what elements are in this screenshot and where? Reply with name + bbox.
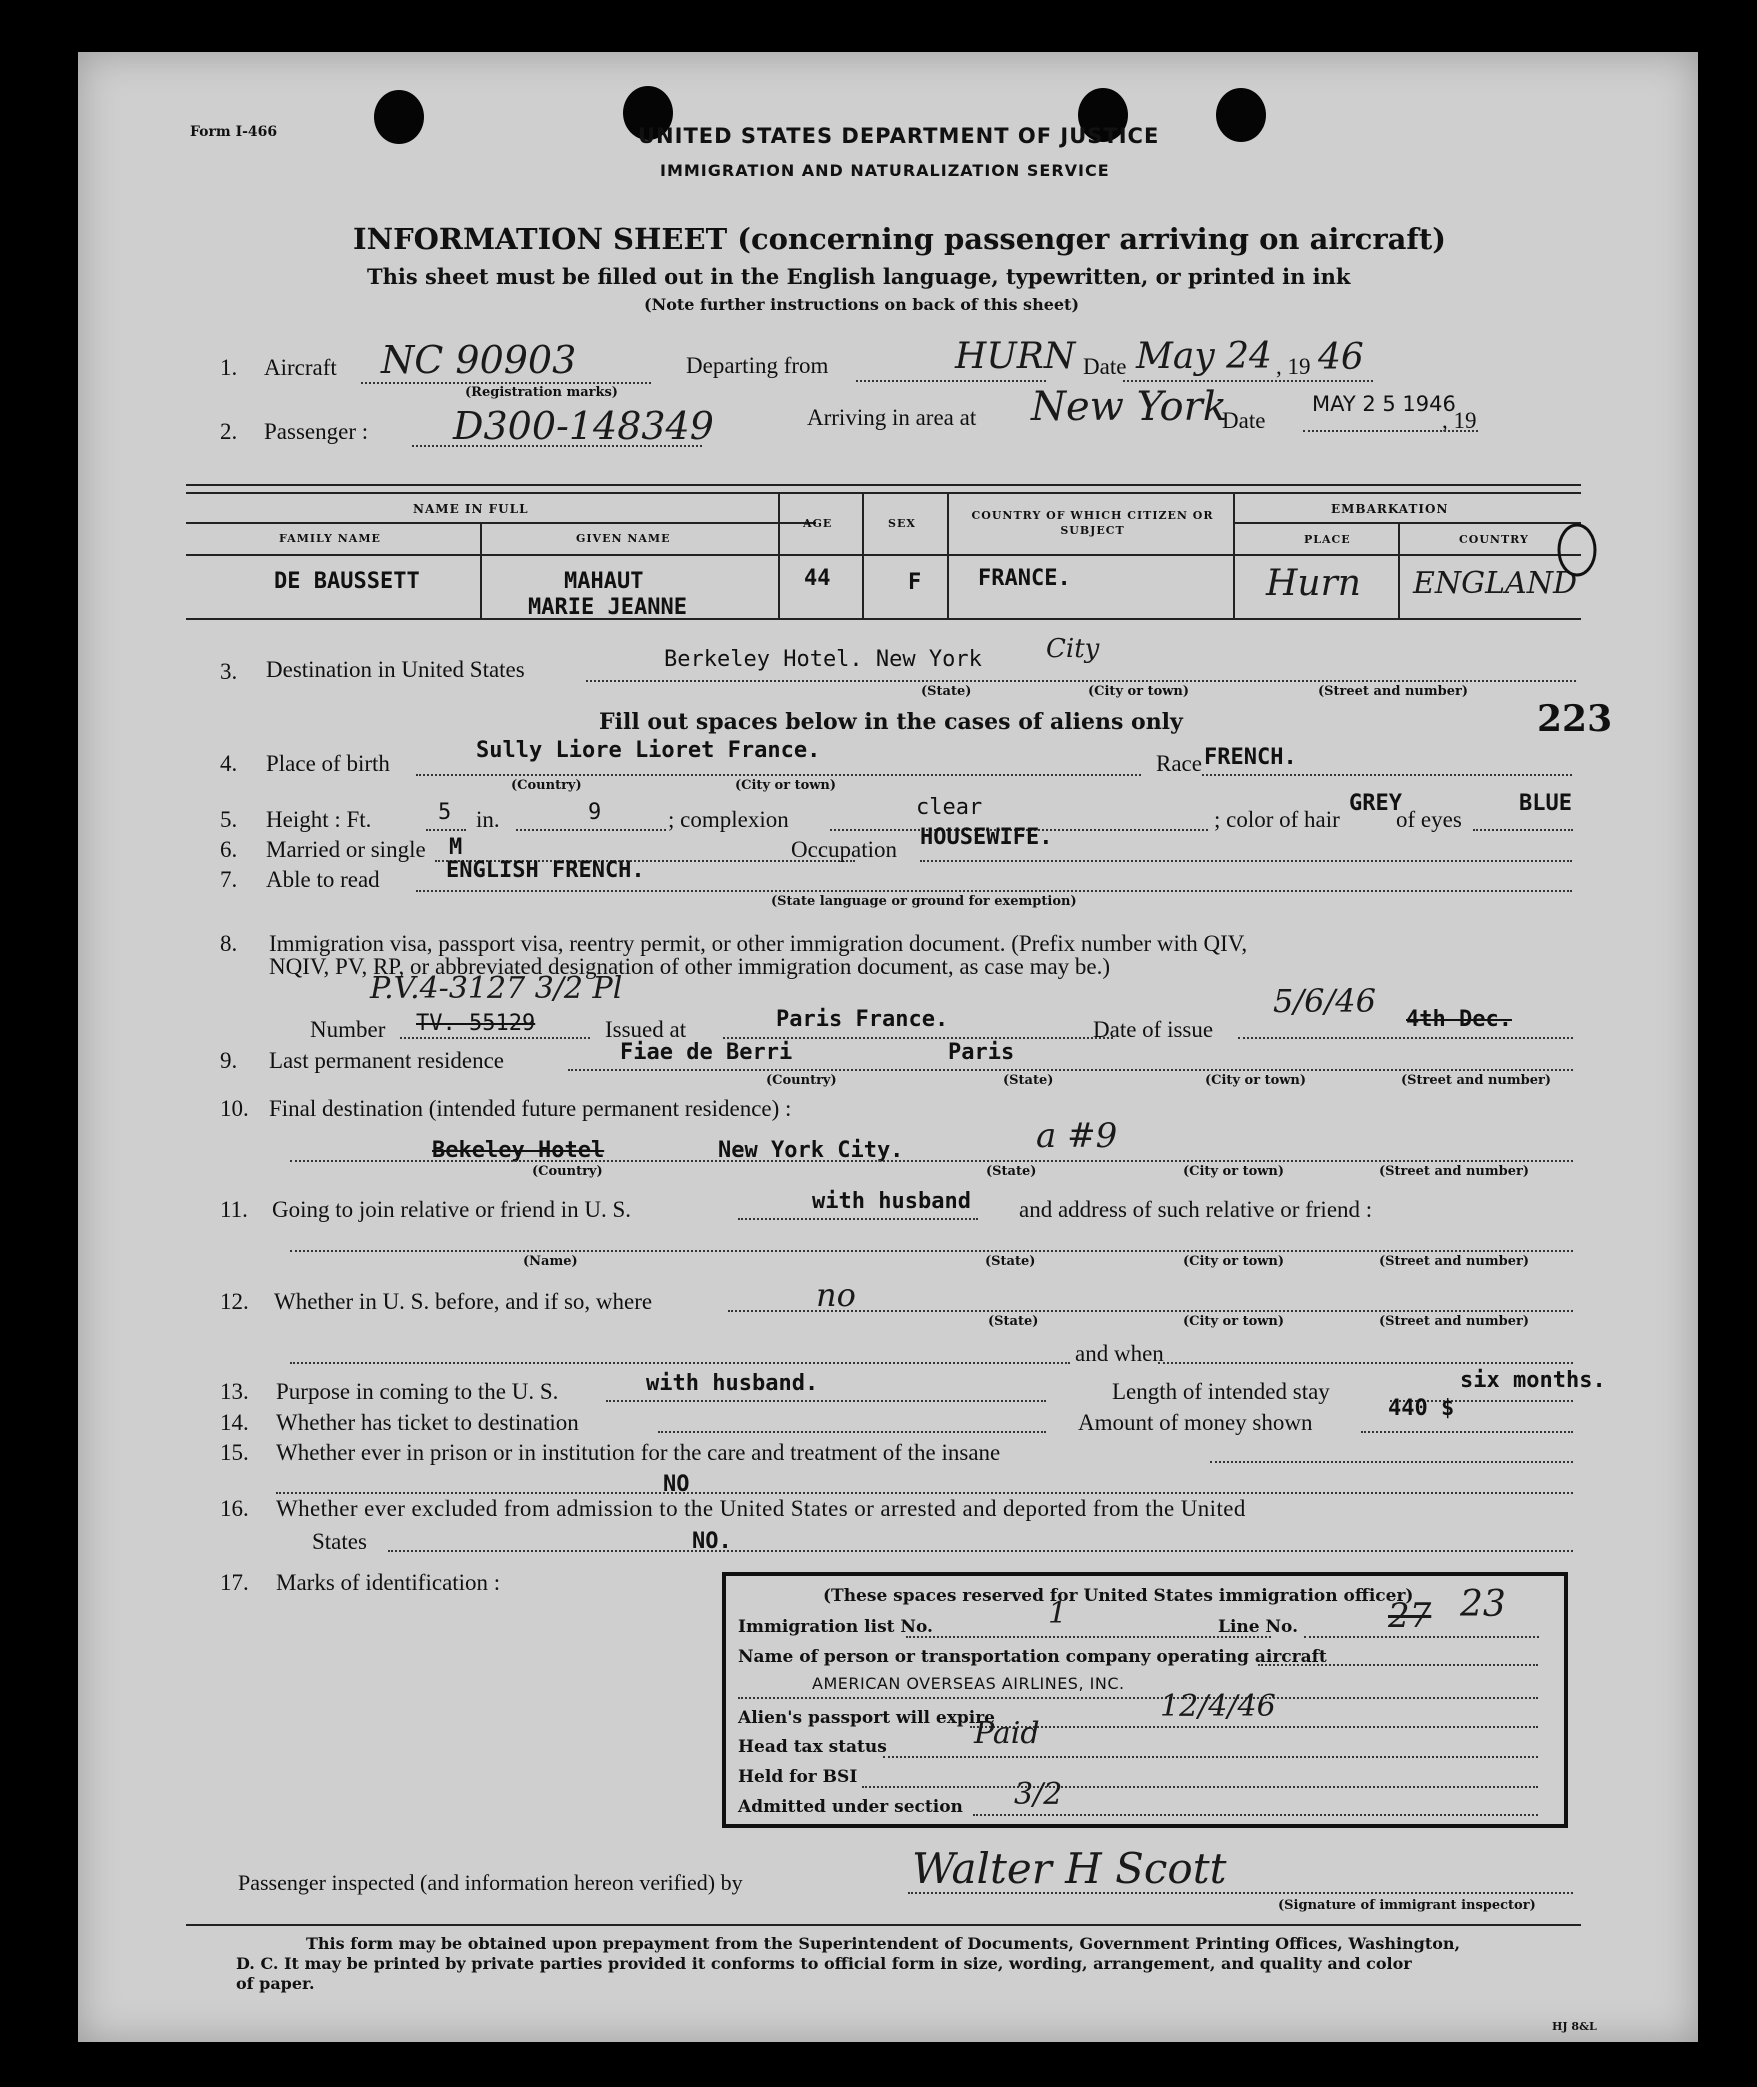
excluded-label: Whether ever excluded from admission to the United States or arrested and deported from the United (276, 1496, 1246, 1521)
caption: (Country) (511, 778, 582, 793)
instructions-note: (Note further instructions on back of this sheet) (644, 295, 1080, 314)
caption: (Street and number) (1379, 1314, 1529, 1329)
marital-value: M (449, 835, 463, 860)
departing-label: Departing from (686, 353, 829, 378)
read-label: Able to read (266, 867, 380, 892)
destination-hand: City (1046, 634, 1100, 664)
final-destination-label: Final destination (intended future permanent residence) : (269, 1096, 792, 1121)
birthplace-value: Sully Liore Lioret France. (476, 738, 821, 763)
year-suffix: , 19 (1442, 408, 1477, 433)
final-destination-hand: a #9 (1036, 1116, 1118, 1156)
footer-line-2: D. C. It may be printed by private parties provided it conforms to official form in size, wording, arrangement, and quality and color (236, 1954, 1412, 1973)
date-value: May 24 (1136, 336, 1272, 377)
caption: (City or town) (735, 778, 837, 793)
date-label: Date (1083, 354, 1127, 379)
issue-date-struck: 4th Dec. (1406, 1007, 1512, 1032)
money-value: 440 $ (1388, 1396, 1455, 1421)
purpose-label: Purpose in coming to the U. S. (276, 1379, 559, 1404)
occupation-label: Occupation (791, 837, 898, 862)
document-text-2: NQIV, PV, RP, or abbreviated designation of other immigration document, as case may be.) (269, 954, 1111, 979)
line-struck: 27 (1388, 1596, 1432, 1636)
caption: (State) (921, 684, 972, 699)
caption: (City or town) (1205, 1073, 1307, 1088)
read-value: ENGLISH FRENCH. (446, 858, 645, 883)
item-number: 4. (220, 751, 238, 776)
item-number: 10. (220, 1096, 249, 1121)
item-number: 15. (220, 1440, 249, 1465)
aircraft-value: NC 90903 (381, 338, 577, 382)
before-value: no (816, 1276, 856, 1314)
embark-place-value: Hurn (1266, 563, 1361, 604)
inspector-signature: Walter H Scott (912, 1844, 1227, 1893)
page-subtitle: This sheet must be filled out in the English language, typewritten, or printed in ink (367, 264, 1351, 289)
admitted-value: 3/2 (1014, 1777, 1063, 1812)
caption: (Street and number) (1379, 1254, 1529, 1269)
excluded-value: NO. (692, 1529, 732, 1554)
date-label: Date (1222, 408, 1266, 433)
item-number: 17. (220, 1570, 249, 1595)
excluded-label-2: States (312, 1529, 367, 1554)
money-label: Amount of money shown (1078, 1410, 1313, 1435)
height-in-value: 9 (588, 800, 602, 825)
issue-date-label: Date of issue (1093, 1017, 1214, 1042)
join-label-2: and address of such relative or friend : (1019, 1197, 1373, 1222)
caption: (City or town) (1183, 1314, 1285, 1329)
caption: (Street and number) (1379, 1164, 1529, 1179)
passenger-value: D300-148349 (453, 404, 714, 448)
number-label: Number (310, 1017, 386, 1042)
stay-label: Length of intended stay (1112, 1379, 1330, 1404)
item-number: 2. (220, 419, 238, 444)
complexion-label: ; complexion (668, 807, 789, 832)
item-number: 7. (220, 867, 238, 892)
occupation-value: HOUSEWIFE. (920, 825, 1053, 850)
stamped-number: 223 (1537, 698, 1613, 740)
given-name-header: GIVEN NAME (576, 532, 671, 545)
passport-value: 12/4/46 (1160, 1689, 1276, 1724)
item-number: 9. (220, 1048, 238, 1073)
arriving-value: New York (1031, 384, 1227, 430)
place-header: PLACE (1304, 533, 1351, 546)
sex-value: F (908, 570, 922, 595)
final-destination-city: New York City. (718, 1138, 904, 1163)
stay-value: six months. (1460, 1368, 1606, 1393)
admitted-label: Admitted under section (738, 1797, 963, 1817)
registration-caption: (Registration marks) (465, 385, 618, 400)
form-number: Form I-466 (190, 124, 278, 140)
inches-label: in. (476, 807, 500, 832)
race-value: FRENCH. (1204, 745, 1297, 770)
and-when-label: and when (1075, 1341, 1164, 1366)
print-code: HJ 8&L (1552, 2020, 1597, 2033)
eyes-value: BLUE (1519, 791, 1572, 816)
passenger-label: Passenger : (264, 419, 369, 444)
height-label: Height : Ft. (266, 807, 372, 832)
final-destination-struck: Bekeley Hotel (432, 1138, 605, 1163)
country-header: COUNTRY (1459, 533, 1529, 546)
bsi-label: Held for BSI (738, 1767, 858, 1787)
item-number: 8. (220, 931, 238, 956)
prison-value: NO (663, 1472, 690, 1497)
marks-label: Marks of identification : (276, 1570, 501, 1595)
departing-value: HURN (955, 336, 1076, 377)
passport-label: Alien's passport will expire (738, 1708, 995, 1728)
line-value: 23 (1460, 1584, 1506, 1625)
marital-label: Married or single (266, 837, 426, 862)
family-name-header: FAMILY NAME (279, 532, 381, 545)
age-value: 44 (804, 566, 831, 591)
purpose-value: with husband. (646, 1371, 819, 1396)
item-number: 12. (220, 1289, 249, 1314)
embark-country-value: ENGLAND (1413, 566, 1578, 601)
item-number: 16. (220, 1496, 249, 1521)
sex-header: SEX (888, 517, 916, 530)
hair-label: ; color of hair (1214, 807, 1340, 832)
destination-value: Berkeley Hotel. New York (664, 647, 982, 672)
caption: (Street and number) (1318, 684, 1468, 699)
number-typed-struck: TV. 55129 (416, 1011, 536, 1036)
tax-value: Paid (974, 1716, 1040, 1751)
caption: (City or town) (1183, 1164, 1285, 1179)
year-prefix: , 19 (1276, 354, 1311, 379)
document-text-1: Immigration visa, passport visa, reentry permit, or other immigration document. (Prefix number with QIV, (269, 931, 1248, 956)
list-label: Immigration list No. (738, 1617, 933, 1637)
document-hand-number: P.V.4-3127 3/2 Pl (370, 971, 623, 1006)
tax-label: Head tax status (738, 1737, 887, 1757)
aircraft-label: Aircraft (264, 355, 337, 380)
item-number: 11. (220, 1197, 248, 1222)
age-header: AGE (803, 517, 833, 530)
item-number: 1. (220, 355, 238, 380)
join-label: Going to join relative or friend in U. S. (272, 1197, 631, 1222)
footer-line-1: This form may be obtained upon prepayment from the Superintendent of Documents, Government Printing Offices, Washington, (306, 1934, 1461, 1953)
company-label: Name of person or transportation company operating aircraft (738, 1647, 1327, 1667)
height-ft-value: 5 (438, 800, 452, 825)
caption: (City or town) (1183, 1254, 1285, 1269)
caption: (Country) (532, 1164, 603, 1179)
company-value: AMERICAN OVERSEAS AIRLINES, INC. (812, 1674, 1125, 1693)
officer-section (722, 1572, 1568, 1828)
caption: (State) (1003, 1073, 1054, 1088)
citizenship-header: COUNTRY OF WHICH CITIZEN OR SUBJECT (971, 509, 1214, 537)
ticket-label: Whether has ticket to destination (276, 1410, 579, 1435)
issue-date-hand: 5/6/46 (1273, 982, 1376, 1020)
aliens-note: Fill out spaces below in the cases of aliens only (599, 709, 1183, 735)
caption: (Street and number) (1401, 1073, 1551, 1088)
department-name: UNITED STATES DEPARTMENT OF JUSTICE (638, 124, 1160, 148)
caption: (State) (985, 1254, 1036, 1269)
destination-label: Destination in United States (266, 657, 525, 682)
item-number: 6. (220, 837, 238, 862)
citizenship-value: FRANCE. (978, 566, 1071, 591)
residence-label: Last permanent residence (269, 1048, 504, 1073)
residence-value: Fiae de Berri (620, 1040, 793, 1065)
officer-header: (These spaces reserved for United States immigration officer) (823, 1586, 1414, 1606)
issued-label: Issued at (605, 1017, 687, 1042)
list-value: 1 (1048, 1596, 1068, 1631)
signature-caption: (Signature of immigrant inspector) (1278, 1898, 1536, 1913)
arrival-stamp-date: MAY 2 5 1946 (1312, 392, 1456, 416)
arriving-label: Arriving in area at (807, 405, 977, 430)
caption: (Country) (766, 1073, 837, 1088)
inspected-label: Passenger inspected (and information hereon verified) by (238, 1870, 743, 1895)
given-name-value-2: MARIE JEANNE (528, 595, 687, 620)
line-label: Line No. (1218, 1617, 1299, 1637)
embarkation-header: EMBARKATION (1331, 502, 1449, 516)
race-label: Race (1156, 751, 1202, 776)
eyes-label: of eyes (1396, 807, 1462, 832)
complexion-value: clear (916, 795, 983, 820)
punch-hole (1216, 88, 1266, 142)
caption: (State) (988, 1314, 1039, 1329)
given-name-value: MAHAUT (564, 569, 644, 594)
item-number: 5. (220, 807, 238, 832)
caption: (Name) (523, 1254, 578, 1269)
before-label: Whether in U. S. before, and if so, where (274, 1289, 653, 1314)
service-name: IMMIGRATION AND NATURALIZATION SERVICE (660, 161, 1110, 180)
punch-hole (374, 90, 424, 144)
caption: (City or town) (1088, 684, 1190, 699)
form-sheet (78, 52, 1698, 2042)
footer-line-3: of paper. (236, 1974, 315, 1993)
circle-mark-icon (1553, 520, 1603, 580)
hair-value: GREY (1349, 791, 1402, 816)
birthplace-label: Place of birth (266, 751, 390, 776)
item-number: 13. (220, 1379, 249, 1404)
join-value: with husband (812, 1189, 971, 1214)
caption: (State) (986, 1164, 1037, 1179)
read-caption: (State language or ground for exemption) (771, 894, 1077, 909)
item-number: 3. (220, 659, 238, 684)
residence-city: Paris (948, 1040, 1015, 1065)
family-name-value: DE BAUSSETT (274, 569, 420, 594)
name-in-full-header: NAME IN FULL (413, 502, 529, 516)
prison-label: Whether ever in prison or in institution for the care and treatment of the insane (276, 1440, 1001, 1465)
issued-value: Paris France. (776, 1007, 949, 1032)
item-number: 14. (220, 1410, 249, 1435)
page-title: INFORMATION SHEET (concerning passenger arriving on aircraft) (353, 222, 1447, 256)
year-value: 46 (1318, 337, 1364, 378)
